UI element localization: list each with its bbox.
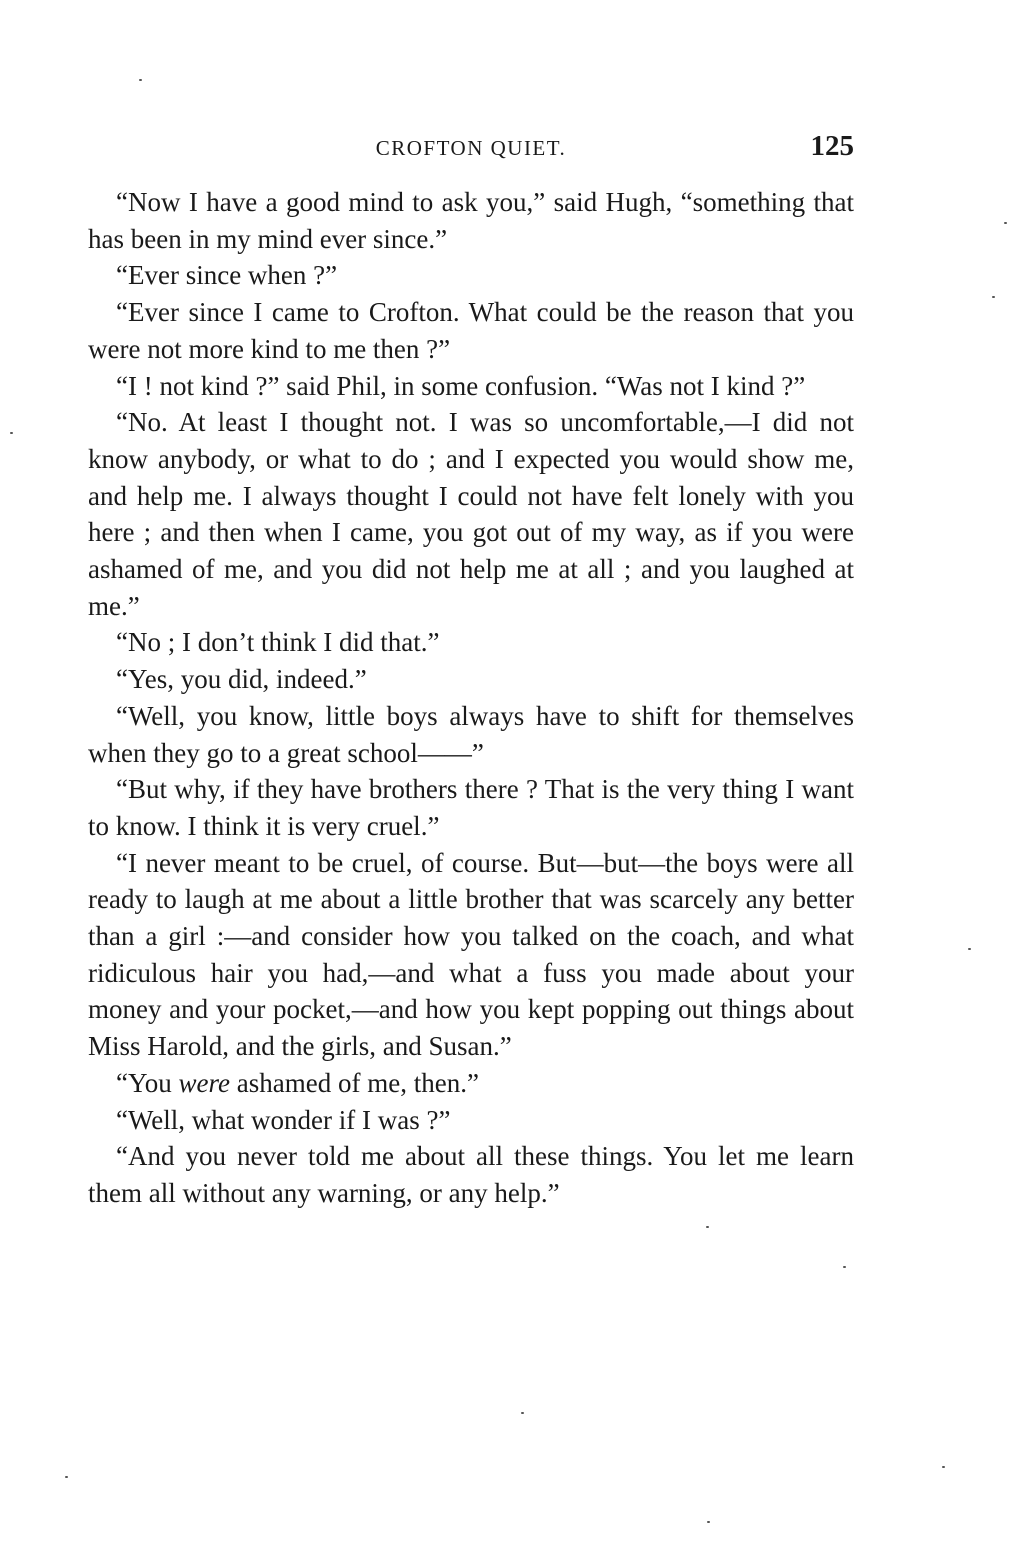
- paragraph: “Ever since I came to Crofton. What could be the reason that you were not more kind to me then ?”: [88, 297, 854, 364]
- paragraph: “Yes, you did, indeed.”: [116, 664, 367, 695]
- page-header: [88, 126, 854, 166]
- paragraph: “But why, if they have brothers there ? That is the very thing I want to know. I think it is very cruel.”: [88, 774, 854, 841]
- scan-speck: [707, 1521, 710, 1523]
- paragraph: “Now I have a good mind to ask you,” said Hugh, “something that has been in my mind ever since.”: [88, 187, 854, 254]
- scan-speck: [65, 1476, 68, 1478]
- paragraph: “And you never told me about all these things. You let me learn them all without any warning, or any help.”: [88, 1141, 854, 1208]
- running-head: CROFTON QUIET.: [375, 136, 567, 160]
- paragraph: “No. At least I thought not. I was so uncomfortable,—I did not know anybody, or what to do ; and I expected you would show me, and help me. I always thought I could not have felt lonely with you here ; and then when I came, you got out of my way, as if you were ashamed of me, and you did not help me at all ; and you laughed at me.”: [88, 407, 854, 621]
- emphasis: were: [178, 1067, 231, 1098]
- scan-speck: [942, 1466, 945, 1468]
- scan-speck: [706, 1226, 709, 1228]
- scan-speck: [139, 79, 142, 81]
- paragraph: “Well, what wonder if I was ?”: [116, 1104, 451, 1135]
- page-number: 125: [810, 130, 854, 162]
- paragraph: “I never meant to be cruel, of course. But—but—the boys were all ready to laugh at me about a little brother that was scarcely any better than a girl :—and consider how you talked on the coach, and what ridiculous hair you had,—and what a fuss you made about your money and your pocket,—and how you kept popping out things about Miss Harold, and the girls, and Susan.”: [88, 847, 854, 1062]
- paragraph-text: “You: [116, 1067, 179, 1098]
- scan-speck: [521, 1412, 524, 1414]
- scan-speck: [10, 432, 13, 434]
- paragraph: “Ever since when ?”: [116, 260, 338, 291]
- scan-speck: [968, 948, 971, 950]
- paragraph: “No ; I don’t think I did that.”: [116, 627, 440, 658]
- body-text: [88, 184, 854, 1212]
- paragraph: “I ! not kind ?” said Phil, in some confusion. “Was not I kind ?”: [116, 370, 806, 401]
- scan-speck: [992, 296, 995, 298]
- scan-speck: [843, 1266, 846, 1268]
- paragraph: “Well, you know, little boys always have to shift for themselves when they go to a great school——”: [88, 700, 854, 768]
- paragraph-text: ashamed of me, then.”: [230, 1067, 479, 1098]
- scan-speck: [1004, 222, 1007, 224]
- paragraph: [88, 1065, 854, 1102]
